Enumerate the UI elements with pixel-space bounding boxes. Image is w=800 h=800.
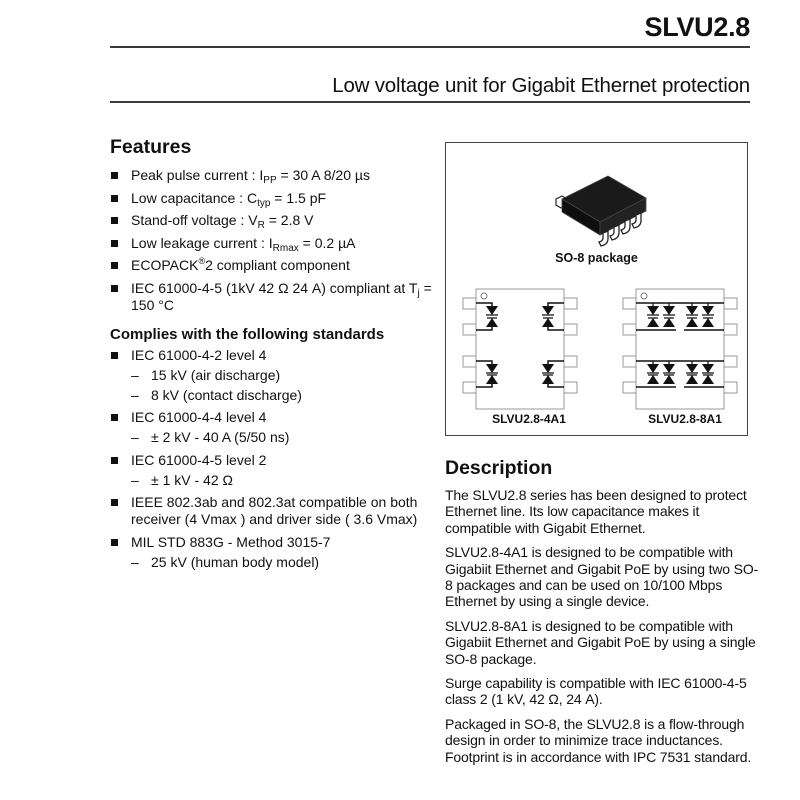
standard-label: IEEE 802.3ab and 802.3at compatible on both receiver (4 Vmax ) and driver side ( 3.6 Vmax) bbox=[131, 494, 418, 527]
standard-item bbox=[110, 534, 440, 571]
feature-item bbox=[110, 190, 440, 207]
features-heading: Features bbox=[110, 136, 192, 158]
feature-text: 2 compliant component bbox=[205, 257, 350, 273]
feature-item bbox=[110, 167, 440, 184]
feature-subscript: PP bbox=[263, 175, 277, 186]
standard-item bbox=[110, 409, 440, 446]
standard-label: IEC 61000-4-2 level 4 bbox=[131, 346, 267, 363]
feature-text: = 0.2 µA bbox=[298, 234, 356, 251]
features-list bbox=[110, 167, 440, 314]
feature-item bbox=[110, 257, 440, 274]
standard-subitem: – 15 kV (air discharge) bbox=[131, 367, 440, 384]
standards-heading: Complies with the following standards bbox=[110, 325, 385, 343]
document-subtitle: Low voltage unit for Gigabit Ethernet protection bbox=[332, 74, 750, 97]
feature-text: = 150 °C bbox=[131, 279, 432, 313]
standard-sublist bbox=[131, 429, 440, 446]
diagram-label-4a1: SLVU2.8-4A1 bbox=[492, 412, 566, 426]
standard-subitem: – 25 kV (human body model) bbox=[131, 554, 440, 571]
document-title: SLVU2.8 bbox=[644, 12, 750, 42]
standard-sublist bbox=[131, 472, 440, 489]
standard-label: IEC 61000-4-5 level 2 bbox=[131, 451, 267, 468]
package-label: SO-8 package bbox=[555, 251, 638, 265]
feature-text: = 2.8 V bbox=[264, 212, 314, 228]
standard-sublist bbox=[131, 367, 440, 404]
feature-text: ECOPACK bbox=[131, 257, 199, 273]
feature-subscript: j bbox=[417, 287, 420, 299]
left-column bbox=[110, 136, 440, 576]
feature-item bbox=[110, 212, 440, 229]
standard-subitem: – ± 2 kV - 40 A (5/50 ns) bbox=[131, 429, 440, 446]
standard-item bbox=[110, 347, 440, 404]
description-section bbox=[445, 457, 765, 773]
feature-superscript: ® bbox=[198, 256, 206, 266]
standard-label: IEC 61000-4-4 level 4 bbox=[131, 409, 267, 425]
feature-text: Low leakage current : I bbox=[131, 234, 273, 251]
standard-subitem: – 8 kV (contact discharge) bbox=[131, 387, 440, 404]
feature-text: Low capacitance : C bbox=[131, 189, 258, 206]
standard-subitem: – ± 1 kV - 42 Ω bbox=[131, 472, 440, 489]
package-figure bbox=[445, 142, 748, 436]
feature-subscript: R bbox=[257, 220, 265, 231]
description-paragraph: SLVU2.8-4A1 is designed to be compatible with Gigabiit Ethernet and Gigabit PoE by using two SO-8 packages and can be used on 10/100 Mbps Ethernet by using a single device. bbox=[445, 544, 759, 610]
description-heading: Description bbox=[445, 457, 553, 479]
header-rule-top bbox=[110, 46, 750, 48]
description-paragraph: The SLVU2.8 series has been designed to protect Ethernet line. Its low capacitance makes it compatible with Gigabit Ethernet. bbox=[445, 487, 747, 536]
standard-label: MIL STD 883G - Method 3015-7 bbox=[131, 533, 331, 550]
slvu28-8a1-schematic bbox=[623, 289, 737, 409]
standard-item bbox=[110, 452, 440, 489]
feature-text: = 1.5 pF bbox=[270, 189, 327, 206]
standard-item bbox=[110, 494, 440, 528]
header-rule-bottom bbox=[110, 101, 750, 103]
feature-text: = 30 A 8/20 µs bbox=[276, 167, 370, 183]
feature-item bbox=[110, 280, 440, 314]
standard-sublist bbox=[131, 554, 440, 571]
description-paragraph: Packaged in SO-8, the SLVU2.8 is a flow-through design in order to minimize trace inductances. Footprint is in accordance with IPC 7531 standard. bbox=[445, 715, 752, 765]
feature-text: IEC 61000-4-5 (1kV 42 Ω 24 A) compliant at T bbox=[131, 279, 418, 296]
description-paragraph: SLVU2.8-8A1 is designed to be compatible with Gigabiit Ethernet and Gigabit PoE by using a single SO-8 package. bbox=[445, 617, 756, 667]
feature-text: Stand-off voltage : V bbox=[131, 212, 258, 228]
feature-subscript: typ bbox=[257, 197, 271, 209]
description-paragraph: Surge capability is compatible with IEC 61000-4-5 class 2 (1 kV, 42 Ω, 24 A). bbox=[445, 675, 747, 708]
feature-item bbox=[110, 235, 440, 252]
slvu28-4a1-schematic bbox=[463, 289, 577, 409]
feature-text: Peak pulse current : I bbox=[131, 167, 264, 183]
so8-package-icon bbox=[446, 143, 746, 433]
feature-subscript: Rmax bbox=[272, 242, 299, 254]
diagram-label-8a1: SLVU2.8-8A1 bbox=[648, 412, 722, 426]
standards-list bbox=[110, 347, 440, 571]
